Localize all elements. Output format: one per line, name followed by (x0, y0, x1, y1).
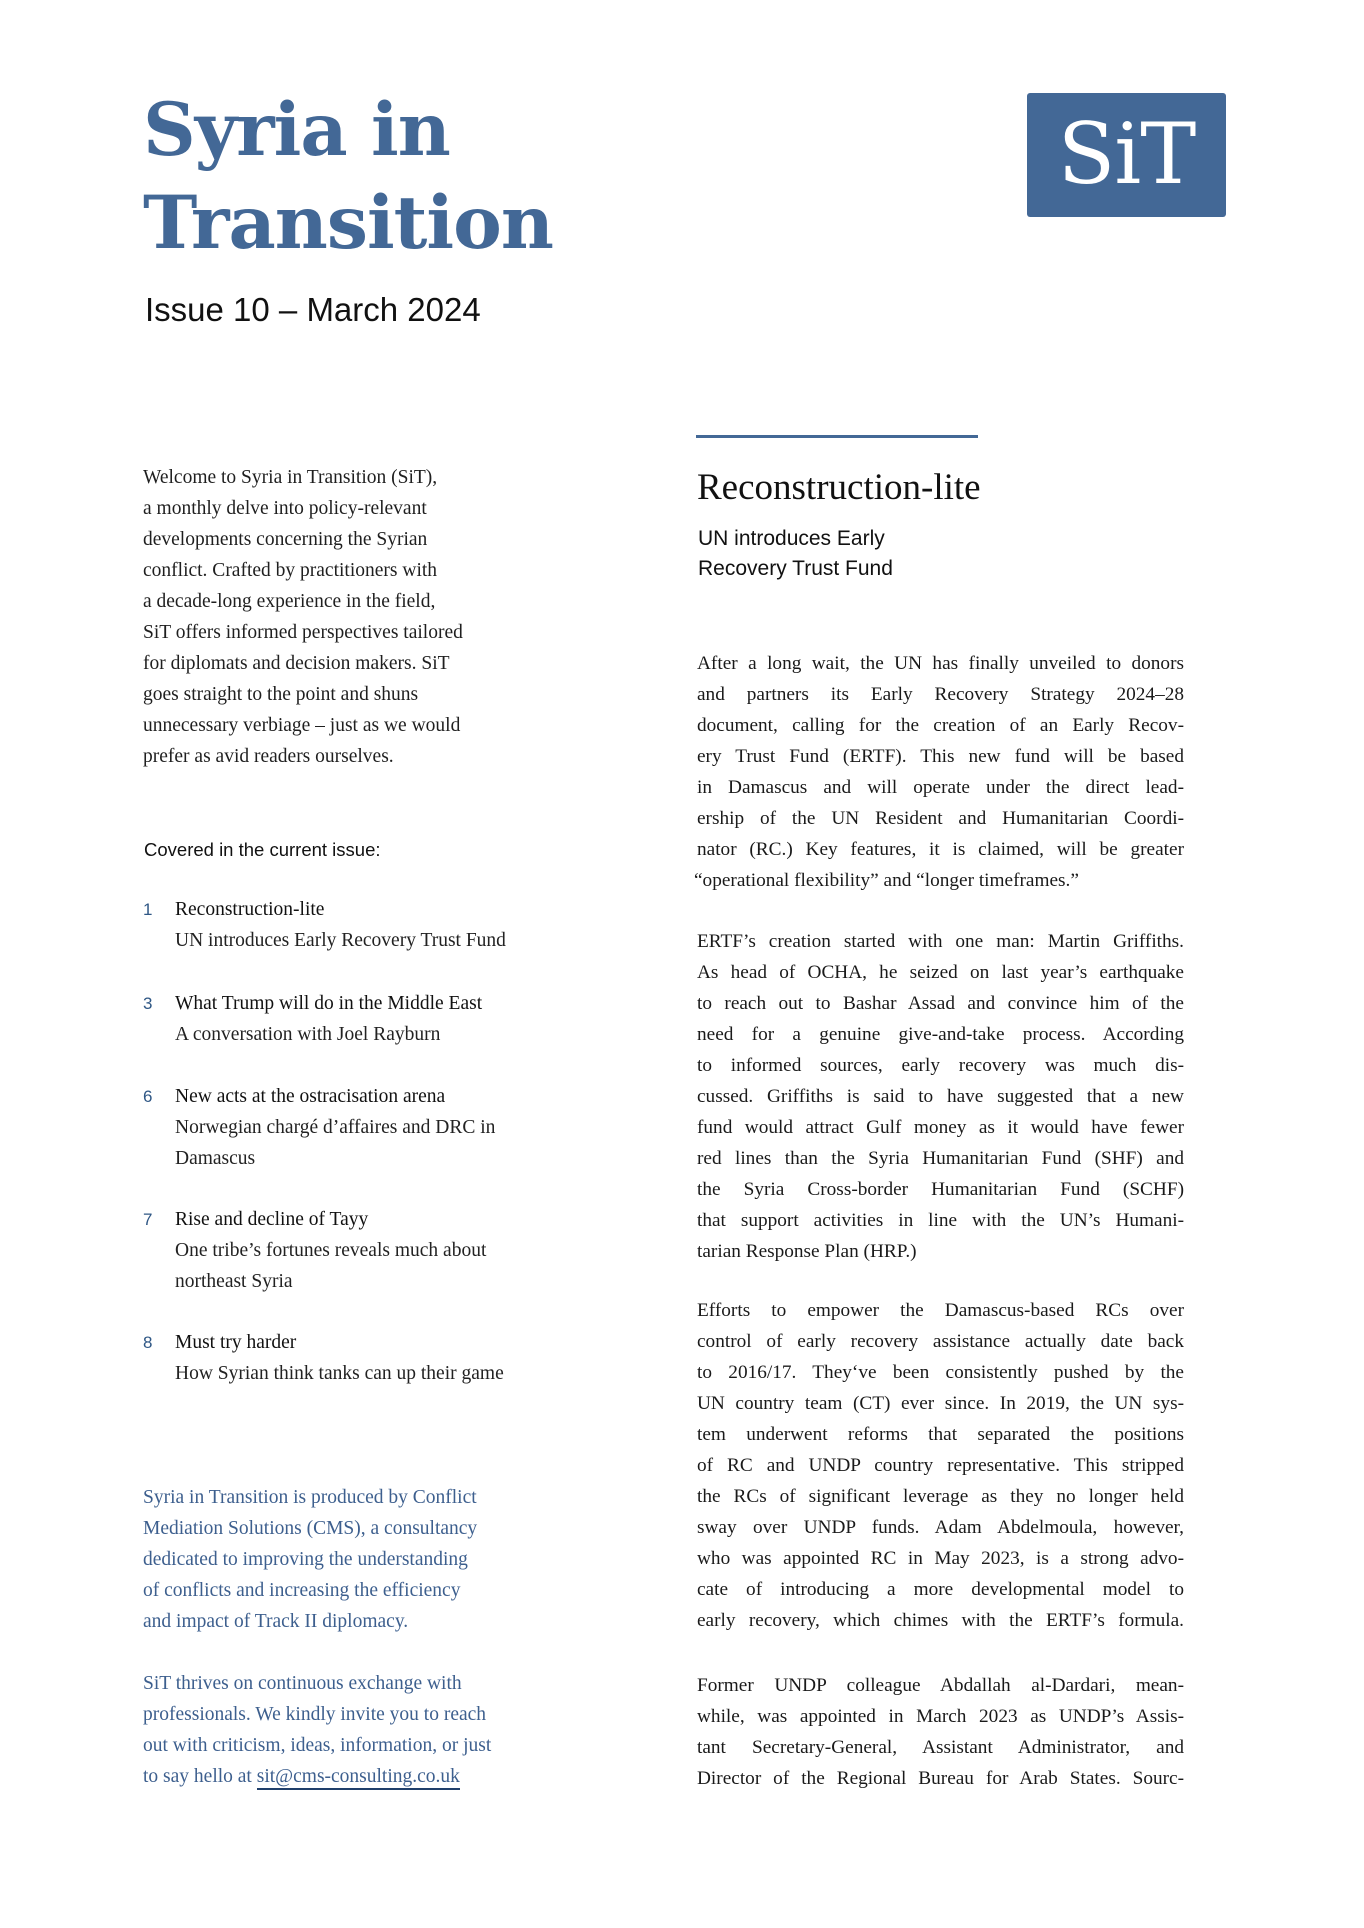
body-line: to 2016/17. They‘ve been consistently pushed by the (697, 1362, 1184, 1383)
body-line: fund would attract Gulf money as it would have fewer (697, 1117, 1184, 1138)
body-line: After a long wait, the UN has finally unveiled to donors (697, 653, 1184, 674)
toc-page-number: 6 (143, 1087, 153, 1106)
article-headline: Reconstruction-lite (697, 467, 981, 508)
toc-subtitle: UN introduces Early Recovery Trust Fund (175, 930, 506, 951)
intro-line: unnecessary verbiage – just as we would (143, 715, 461, 736)
toc-subtitle: Damascus (175, 1148, 256, 1169)
body-line: UN country team (CT) ever since. In 2019, the UN sys- (697, 1393, 1184, 1414)
toc-title: Rise and decline of Tayy (175, 1209, 369, 1230)
contact-line: out with criticism, ideas, information, or just (143, 1735, 492, 1756)
toc-subtitle: One tribe’s fortunes reveals much about (175, 1240, 487, 1261)
toc-subtitle: northeast Syria (175, 1271, 293, 1292)
issue-date: Issue 10 – March 2024 (145, 291, 481, 328)
subheading-line: UN introduces Early (698, 527, 885, 550)
intro-line: for diplomats and decision makers. SiT (143, 653, 450, 674)
contents-heading: Covered in the current issue: (144, 839, 381, 860)
intro-line: SiT offers informed perspectives tailored (143, 622, 463, 643)
body-line: to reach out to Bashar Assad and convince him of the (697, 993, 1184, 1014)
intro-line: goes straight to the point and shuns (143, 684, 419, 705)
intro-line: Welcome to Syria in Transition (SiT), (143, 467, 438, 488)
body-line: the Syria Cross-border Humanitarian Fund (SCHF) (697, 1179, 1184, 1200)
body-line: As head of OCHA, he seized on last year’s earthquake (697, 962, 1184, 983)
intro-line: a monthly delve into policy-relevant (143, 498, 427, 519)
body-line: of RC and UNDP country representative. This stripped (697, 1455, 1184, 1476)
contact-line (143, 1761, 603, 1792)
intro-line: prefer as avid readers ourselves. (143, 746, 394, 767)
publication-title (143, 84, 553, 270)
body-line: ery Trust Fund (ERTF). This new fund will be based (697, 746, 1184, 767)
body-line: “operational flexibility” and “longer timeframes.” (694, 870, 1079, 891)
body-line: Director of the Regional Bureau for Arab States. Sourc- (697, 1768, 1184, 1789)
about-line: of conflicts and increasing the efficiency (143, 1580, 461, 1601)
section-rule (696, 435, 978, 438)
about-cms-paragraph (143, 1482, 603, 1637)
intro-paragraph (143, 462, 583, 772)
body-line: the RCs of significant leverage as they no longer held (697, 1486, 1184, 1507)
publication-title-line-2: Transition (143, 180, 553, 266)
body-line: Former UNDP colleague Abdallah al-Dardari, mean- (697, 1675, 1184, 1696)
toc-subtitle: How Syrian think tanks can up their game (175, 1363, 504, 1384)
body-line: that support activities in line with the UN’s Humani- (697, 1210, 1184, 1231)
body-line: red lines than the Syria Humanitarian Fund (SHF) and (697, 1148, 1184, 1169)
article-paragraph-4 (697, 1670, 1184, 1794)
toc-title: New acts at the ostracisation arena (175, 1086, 446, 1107)
body-line: to informed sources, early recovery was much dis- (697, 1055, 1184, 1076)
toc-title: What Trump will do in the Middle East (175, 993, 483, 1014)
contact-line: professionals. We kindly invite you to reach (143, 1704, 487, 1725)
article-paragraph-1 (694, 648, 1184, 896)
body-line: ERTF’s creation started with one man: Martin Griffiths. (697, 931, 1184, 952)
sit-logo-text: SiT (1057, 105, 1196, 203)
toc-title: Reconstruction-lite (175, 899, 325, 920)
about-line: Syria in Transition is produced by Conflict (143, 1487, 477, 1508)
contact-line: SiT thrives on continuous exchange with (143, 1673, 462, 1694)
body-line: who was appointed RC in May 2023, is a strong advo- (697, 1548, 1184, 1569)
body-line: control of early recovery assistance actually date back (697, 1331, 1184, 1352)
body-line: tant Secretary-General, Assistant Administrator, and (697, 1737, 1184, 1758)
body-line: and partners its Early Recovery Strategy 2024–28 (697, 684, 1184, 705)
body-line: ership of the UN Resident and Humanitarian Coordi- (697, 808, 1184, 829)
sit-logo (1027, 93, 1226, 217)
intro-line: a decade-long experience in the field, (143, 591, 436, 612)
about-line: dedicated to improving the understanding (143, 1549, 468, 1570)
toc-page-number: 1 (143, 900, 153, 919)
article-paragraph-3 (697, 1295, 1184, 1636)
toc-page-number: 8 (143, 1333, 153, 1352)
body-line: nator (RC.) Key features, it is claimed, will be greater (697, 839, 1184, 860)
body-line: early recovery, which chimes with the ERTF’s formula. (697, 1610, 1184, 1631)
intro-line: developments concerning the Syrian (143, 529, 428, 550)
body-line: document, calling for the creation of an Early Recov- (697, 715, 1184, 736)
toc-subtitle: Norwegian chargé d’affaires and DRC in (175, 1117, 496, 1138)
body-line: cussed. Griffiths is said to have suggested that a new (697, 1086, 1184, 1107)
body-line: while, was appointed in March 2023 as UNDP’s Assis- (697, 1706, 1184, 1727)
body-line: cate of introducing a more developmental model to (697, 1579, 1184, 1600)
article-paragraph-2 (697, 926, 1184, 1267)
body-line: Efforts to empower the Damascus-based RCs over (697, 1300, 1184, 1321)
body-line: in Damascus and will operate under the direct lead- (697, 777, 1184, 798)
contact-paragraph (143, 1668, 603, 1792)
toc-title: Must try harder (175, 1332, 297, 1353)
body-line: sway over UNDP funds. Adam Abdelmoula, however, (697, 1517, 1184, 1538)
subheading-line: Recovery Trust Fund (698, 557, 893, 580)
publication-title-line-1: Syria in (143, 87, 450, 173)
contact-prefix: to say hello at (143, 1766, 257, 1787)
toc-subtitle: A conversation with Joel Rayburn (175, 1024, 441, 1045)
email-link[interactable]: sit@cms-consulting.co.uk (257, 1766, 460, 1790)
body-line: need for a genuine give-and-take process. According (697, 1024, 1184, 1045)
body-line: tarian Response Plan (HRP.) (697, 1241, 917, 1262)
toc-page-number: 7 (143, 1210, 153, 1229)
about-line: Mediation Solutions (CMS), a consultancy (143, 1518, 478, 1539)
article-subheading (698, 524, 893, 584)
toc-page-number: 3 (143, 994, 153, 1013)
about-line: and impact of Track II diplomacy. (143, 1611, 409, 1632)
body-line: tem underwent reforms that separated the positions (697, 1424, 1184, 1445)
intro-line: conflict. Crafted by practitioners with (143, 560, 438, 581)
